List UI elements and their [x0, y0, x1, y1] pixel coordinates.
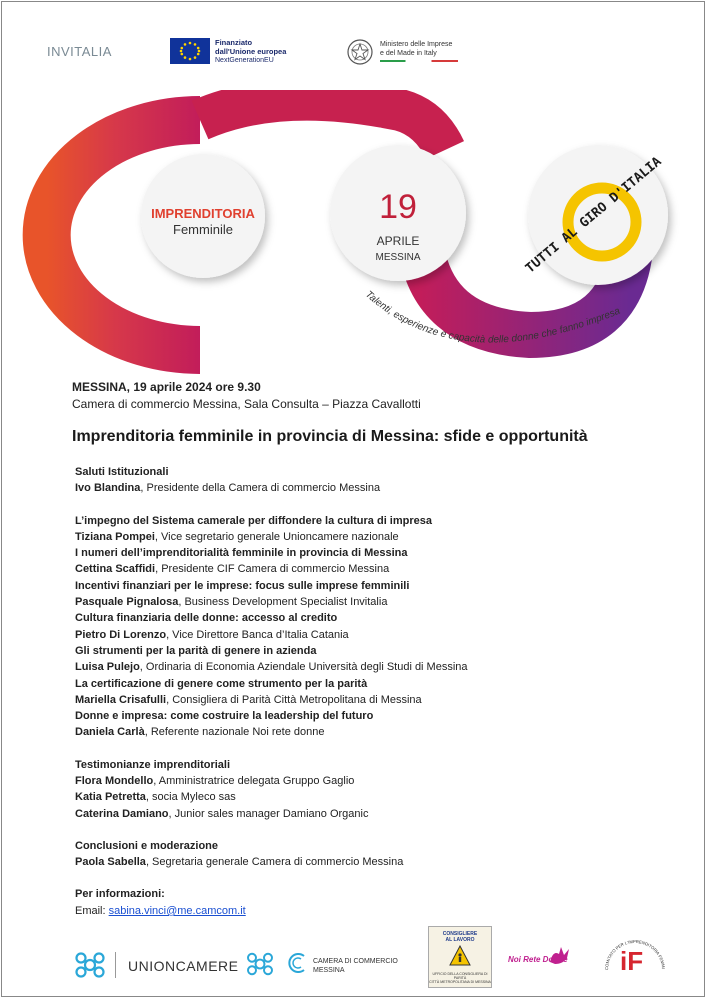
speaker-role: , Referente nazionale Noi rete donne [144, 726, 325, 739]
italian-emblem-icon [346, 38, 374, 66]
cc-line2: MESSINA [313, 967, 345, 974]
speaker-row [75, 529, 675, 545]
cons-top-line1: CONSIGLIERE [442, 931, 478, 937]
eu-line1: Finanziato [215, 38, 253, 47]
date-day: 19 [379, 188, 417, 226]
email-prefix: Email: [75, 905, 109, 917]
talk-title: L’impegno del Sistema camerale per diffondere la cultura di impresa [75, 514, 433, 527]
ministry-line1: Ministero delle Imprese [380, 41, 453, 48]
talk-title: Gli strumenti per la parità di genere in azienda [75, 644, 317, 657]
speaker-name: Daniela Carlà [75, 726, 145, 739]
tagline: Talenti, esperienze e capacità delle donne che fanno impresa [363, 289, 622, 346]
camera-commercio-c-icon [287, 951, 309, 975]
speaker-name: Katia Petretta [75, 791, 146, 804]
speaker-role: , Vice segretario generale Unioncamere nazionale [154, 530, 399, 543]
speaker-row [75, 627, 675, 643]
speaker-row [75, 854, 675, 870]
invitalia-logo: INVITALIA [47, 44, 112, 59]
speaker-role: , Presidente della Camera di commercio Messina [140, 482, 381, 495]
camera-commercio-network-icon [244, 948, 276, 980]
consigliere-title [429, 931, 491, 943]
speaker-role: , Ordinaria di Economia Aziendale Università degli Studi di Messina [139, 661, 468, 674]
section-heading: Saluti Istituzionali [75, 466, 169, 478]
cons-bottom-line2: CITTÀ METROPOLITANA DI MESSINA [429, 980, 491, 984]
speaker-row [75, 692, 675, 708]
giro-text: TUTTI AL GIRO D'ITALIA [522, 154, 665, 277]
info-email-row [75, 905, 246, 917]
talk-title: Incentivi finanziari per le imprese: focus sulle imprese femminili [75, 579, 410, 592]
speaker-name: Mariella Crisafulli [75, 693, 167, 706]
if-arc-text: COMITATO PER L'IMPRENDITORIA FEMMI [603, 938, 666, 971]
talk-title: La certificazione di genere come strumento per la parità [75, 677, 368, 690]
eu-flag-icon [170, 38, 210, 64]
talk-title: I numeri dell’imprenditorialità femminile in provincia di Messina [75, 547, 408, 560]
email-link[interactable]: sabina.vinci@me.camcom.it [108, 905, 246, 917]
speaker-role: , Vice Direttore Banca d’Italia Catania [166, 628, 349, 641]
date-month: APRILE [376, 234, 420, 248]
eu-funding-label [215, 38, 286, 65]
speaker-row [75, 789, 675, 805]
event-when: MESSINA, 19 aprile 2024 ore 9.30 [72, 380, 261, 394]
speaker-role: , Business Development Specialist Invitalia [178, 596, 388, 609]
speaker-role: , Segretaria generale Camera di commercio Messina [145, 856, 404, 869]
speaker-name: Tiziana Pompei [75, 530, 155, 543]
speaker-name: Ivo Blandina [75, 482, 141, 495]
date-city: MESSINA [375, 252, 421, 263]
unioncamere-divider [115, 952, 116, 978]
speaker-role: , Amministratrice delegata Gruppo Gaglio [153, 775, 355, 788]
talk-title: Donne e impresa: come costruire la leadership del futuro [75, 710, 374, 723]
if-mark: iF [620, 946, 644, 976]
speaker-role: , Consigliera di Parità Città Metropolitana di Messina [166, 693, 422, 706]
speaker-name: Paola Sabella [75, 856, 146, 869]
consigliere-office [429, 972, 491, 984]
eu-line3: NextGenerationEU [215, 57, 274, 64]
speaker-row [75, 806, 675, 822]
speaker-name: Luisa Pulejo [75, 661, 140, 674]
eu-line2: dall'Unione europea [215, 47, 287, 56]
talk-title: Cultura finanziaria delle donne: accesso al credito [75, 612, 338, 625]
cons-bottom-line1: UFFICIO DELLA CONSIGLIERA DI PARITÀ [432, 972, 488, 980]
ministry-line2: e del Made in Italy [380, 50, 437, 57]
warning-sign-icon [449, 945, 471, 967]
program [75, 464, 675, 871]
speaker-name: Flora Mondello [75, 775, 154, 788]
speaker-row [75, 594, 675, 610]
event-where: Camera di commercio Messina, Sala Consulta – Piazza Cavallotti [72, 397, 421, 411]
consigliere-logo [428, 926, 492, 988]
comitato-if-logo [600, 930, 670, 990]
noi-rete-donne-label: Noi Rete Donne [508, 955, 568, 964]
ministry-label [380, 40, 452, 58]
info-label: Per informazioni: [75, 888, 165, 900]
speaker-name: Pietro Di Lorenzo [75, 628, 167, 641]
speaker-name: Pasquale Pignalosa [75, 596, 179, 609]
speaker-role: , socia Myleco sas [145, 791, 236, 804]
camera-commercio-label [313, 957, 398, 975]
speaker-row [75, 724, 675, 740]
cons-top-line2: AL LAVORO [445, 937, 475, 943]
unioncamere-label: UNIONCAMERE [128, 958, 239, 974]
event-title: Imprenditoria femminile in provincia di Messina: sfide e opportunità [72, 428, 588, 445]
imprenditoria-title: IMPRENDITORIA [151, 206, 255, 221]
section-heading: Testimonianze imprenditoriali [75, 758, 231, 771]
speaker-role: , Junior sales manager Damiano Organic [168, 807, 369, 820]
hero-arc-top [200, 100, 445, 150]
speaker-row [75, 480, 675, 496]
unioncamere-logo-icon [72, 948, 108, 982]
speaker-name: Caterina Damiano [75, 807, 169, 820]
speaker-role: , Presidente CIF Camera di commercio Messina [155, 563, 390, 576]
section-heading: Conclusioni e moderazione [75, 839, 219, 852]
speaker-name: Cettina Scaffidi [75, 563, 156, 576]
cc-line1: CAMERA DI COMMERCIO [313, 958, 398, 965]
imprenditoria-subtitle: Femminile [173, 222, 233, 237]
speaker-row [75, 773, 675, 789]
italian-tricolor [380, 60, 458, 62]
speaker-row [75, 561, 675, 577]
speaker-row [75, 659, 675, 675]
hero-graphic [0, 90, 708, 380]
